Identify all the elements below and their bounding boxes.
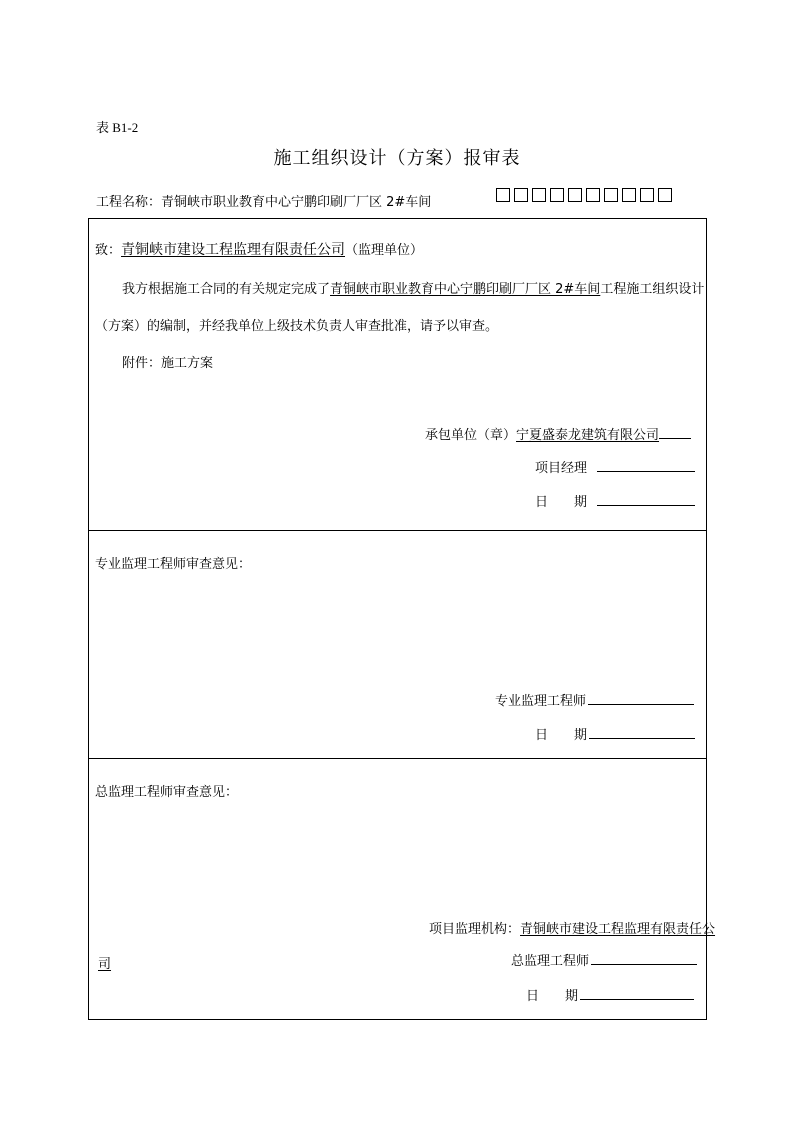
date-field-3[interactable]: [580, 987, 694, 1000]
contractor-name: 宁夏盛泰龙建筑有限公司: [516, 428, 660, 443]
engineer-line: [495, 690, 694, 709]
page-title: 施工组织设计（方案）报审表: [273, 148, 521, 169]
date-line-1: [535, 491, 695, 510]
date-label-3: 日 期: [526, 989, 579, 1004]
chief-label: 总监理工程师: [511, 954, 590, 969]
date-field-2[interactable]: [589, 726, 695, 739]
date-line-3: [526, 985, 694, 1004]
engineer-signature-field[interactable]: [588, 692, 694, 705]
project-label: 工程名称：: [96, 195, 162, 210]
checkbox: [514, 188, 528, 202]
contractor-underline: [659, 426, 691, 439]
checkbox: [532, 188, 546, 202]
checkbox: [550, 188, 564, 202]
contractor-line: [425, 424, 691, 443]
checkbox: [622, 188, 636, 202]
engineer-opinion-label: 专业监理工程师审查意见：: [95, 557, 252, 572]
chief-opinion-label: 总监理工程师审查意见：: [95, 785, 239, 800]
project-line: [96, 191, 431, 210]
pm-signature-field[interactable]: [597, 459, 695, 472]
engineer-review-section: [89, 531, 706, 759]
form-code: 表 B1-2: [96, 120, 139, 135]
to-prefix: 致：: [95, 243, 122, 258]
date-field-1[interactable]: [597, 493, 695, 506]
body-project-name: 青铜峡市职业教育中心宁鹏印刷厂厂区 2#车间: [330, 282, 601, 297]
date-line-2: [535, 724, 695, 743]
attachment-line: 附件：施工方案: [122, 356, 214, 371]
addressee-line: [95, 239, 423, 259]
checkbox: [568, 188, 582, 202]
contractor-section: [89, 219, 706, 531]
checkbox: [604, 188, 618, 202]
chief-review-section: [89, 759, 716, 1021]
supervisor-company: 青铜峡市建设工程监理有限责任公司: [121, 242, 346, 258]
date-label-1: 日 期: [535, 495, 588, 510]
body-line-1: [122, 278, 704, 297]
to-suffix: （监理单位）: [345, 243, 424, 258]
checkbox: [658, 188, 672, 202]
checkbox: [586, 188, 600, 202]
body-line-1-pre: 我方根据施工合同的有关规定完成了: [122, 282, 331, 297]
checkbox: [496, 188, 510, 202]
org-name-part2: 司: [98, 957, 112, 972]
engineer-label: 专业监理工程师: [495, 694, 587, 709]
pm-label: 项目经理: [535, 461, 588, 476]
org-label: 项目监理机构：: [429, 922, 521, 937]
approval-form-table: [88, 218, 716, 1020]
project-name: 青铜峡市职业教育中心宁鹏印刷厂厂区 2#车间: [161, 195, 432, 210]
date-label-2: 日 期: [535, 728, 588, 743]
body-line-1-post: 工程施工组织设计: [600, 282, 705, 297]
contractor-label: 承包单位（章）: [425, 428, 517, 443]
supervision-org-line: [429, 918, 715, 937]
checkbox-row: [496, 188, 672, 202]
pm-line: [535, 457, 695, 476]
chief-signature-field[interactable]: [591, 952, 697, 965]
body-line-2: （方案）的编制，并经我单位上级技术负责人审查批准，请予以审查。: [95, 319, 499, 334]
org-name-part1: 青铜峡市建设工程监理有限责任公: [520, 922, 716, 937]
chief-line: [511, 950, 697, 969]
checkbox: [640, 188, 654, 202]
